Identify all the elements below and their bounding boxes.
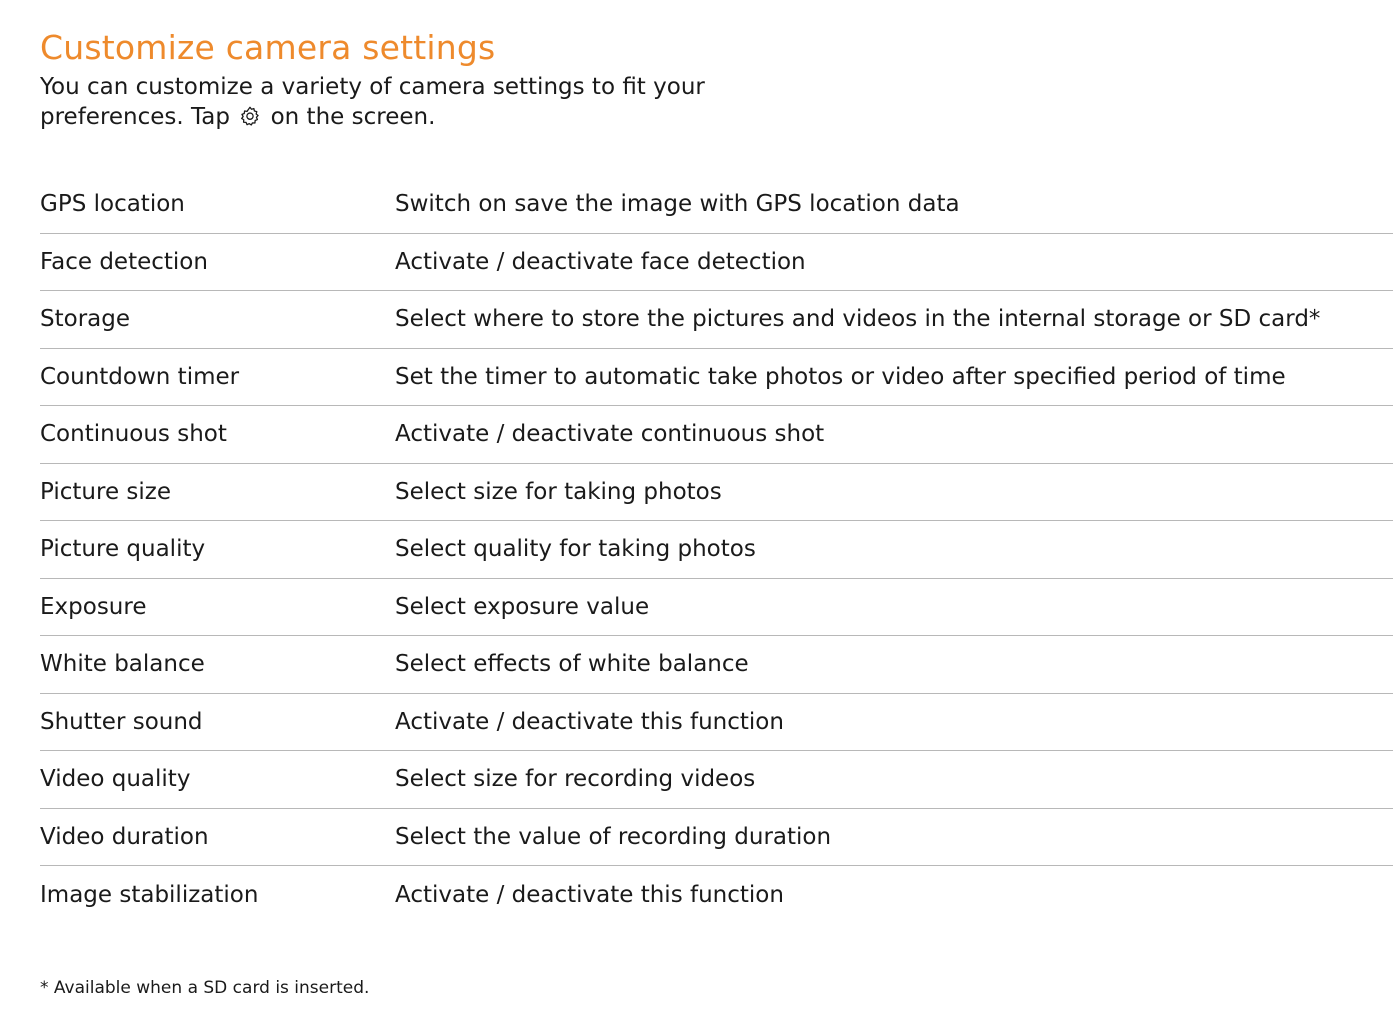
table-row [40,751,1393,809]
setting-description: Switch on save the image with GPS location data [395,191,960,218]
setting-name: Continuous shot [40,421,227,448]
setting-description: Select quality for taking photos [395,536,756,563]
setting-name: Video duration [40,823,209,850]
setting-name: Shutter sound [40,708,203,735]
setting-name: Video quality [40,766,191,793]
setting-description: Select effects of white balance [395,651,749,678]
table-row [40,406,1393,464]
setting-description: Select size for recording videos [395,766,756,793]
intro-text [40,72,760,135]
setting-description: Select where to store the pictures and videos in the internal storage or SD card* [395,306,1321,333]
setting-description: Activate / deactivate face detection [395,248,806,275]
intro-line-1: You can customize a variety of camera settings to fit your [40,74,705,100]
table-row [40,809,1393,867]
table-row [40,866,1393,924]
settings-table [40,176,1393,924]
table-row [40,694,1393,752]
gear-icon [239,105,261,135]
setting-description: Select the value of recording duration [395,823,832,850]
table-row [40,579,1393,637]
setting-description: Activate / deactivate this function [395,708,784,735]
setting-name: Picture quality [40,536,206,563]
setting-name: Face detection [40,248,208,275]
setting-description: Activate / deactivate continuous shot [395,421,825,448]
setting-description: Select exposure value [395,593,650,620]
setting-name: Storage [40,306,130,333]
setting-name: Exposure [40,593,147,620]
setting-name: White balance [40,651,205,678]
setting-name: Image stabilization [40,881,259,908]
setting-name: GPS location [40,191,185,218]
table-row [40,521,1393,579]
table-row [40,176,1393,234]
page [40,28,1393,998]
table-row [40,636,1393,694]
footnote: * Available when a SD card is inserted. [40,978,370,998]
setting-description: Activate / deactivate this function [395,881,784,908]
table-row [40,234,1393,292]
setting-description: Select size for taking photos [395,478,722,505]
setting-name: Picture size [40,478,172,505]
setting-name: Countdown timer [40,363,240,390]
table-row [40,349,1393,407]
intro-line-2-end: on the screen. [270,104,436,130]
table-row [40,464,1393,522]
page-title: Customize camera settings [40,28,496,67]
table-row [40,291,1393,349]
intro-line-2-start: preferences. Tap [40,104,230,130]
setting-description: Set the timer to automatic take photos or video after specified period of time [395,363,1286,390]
